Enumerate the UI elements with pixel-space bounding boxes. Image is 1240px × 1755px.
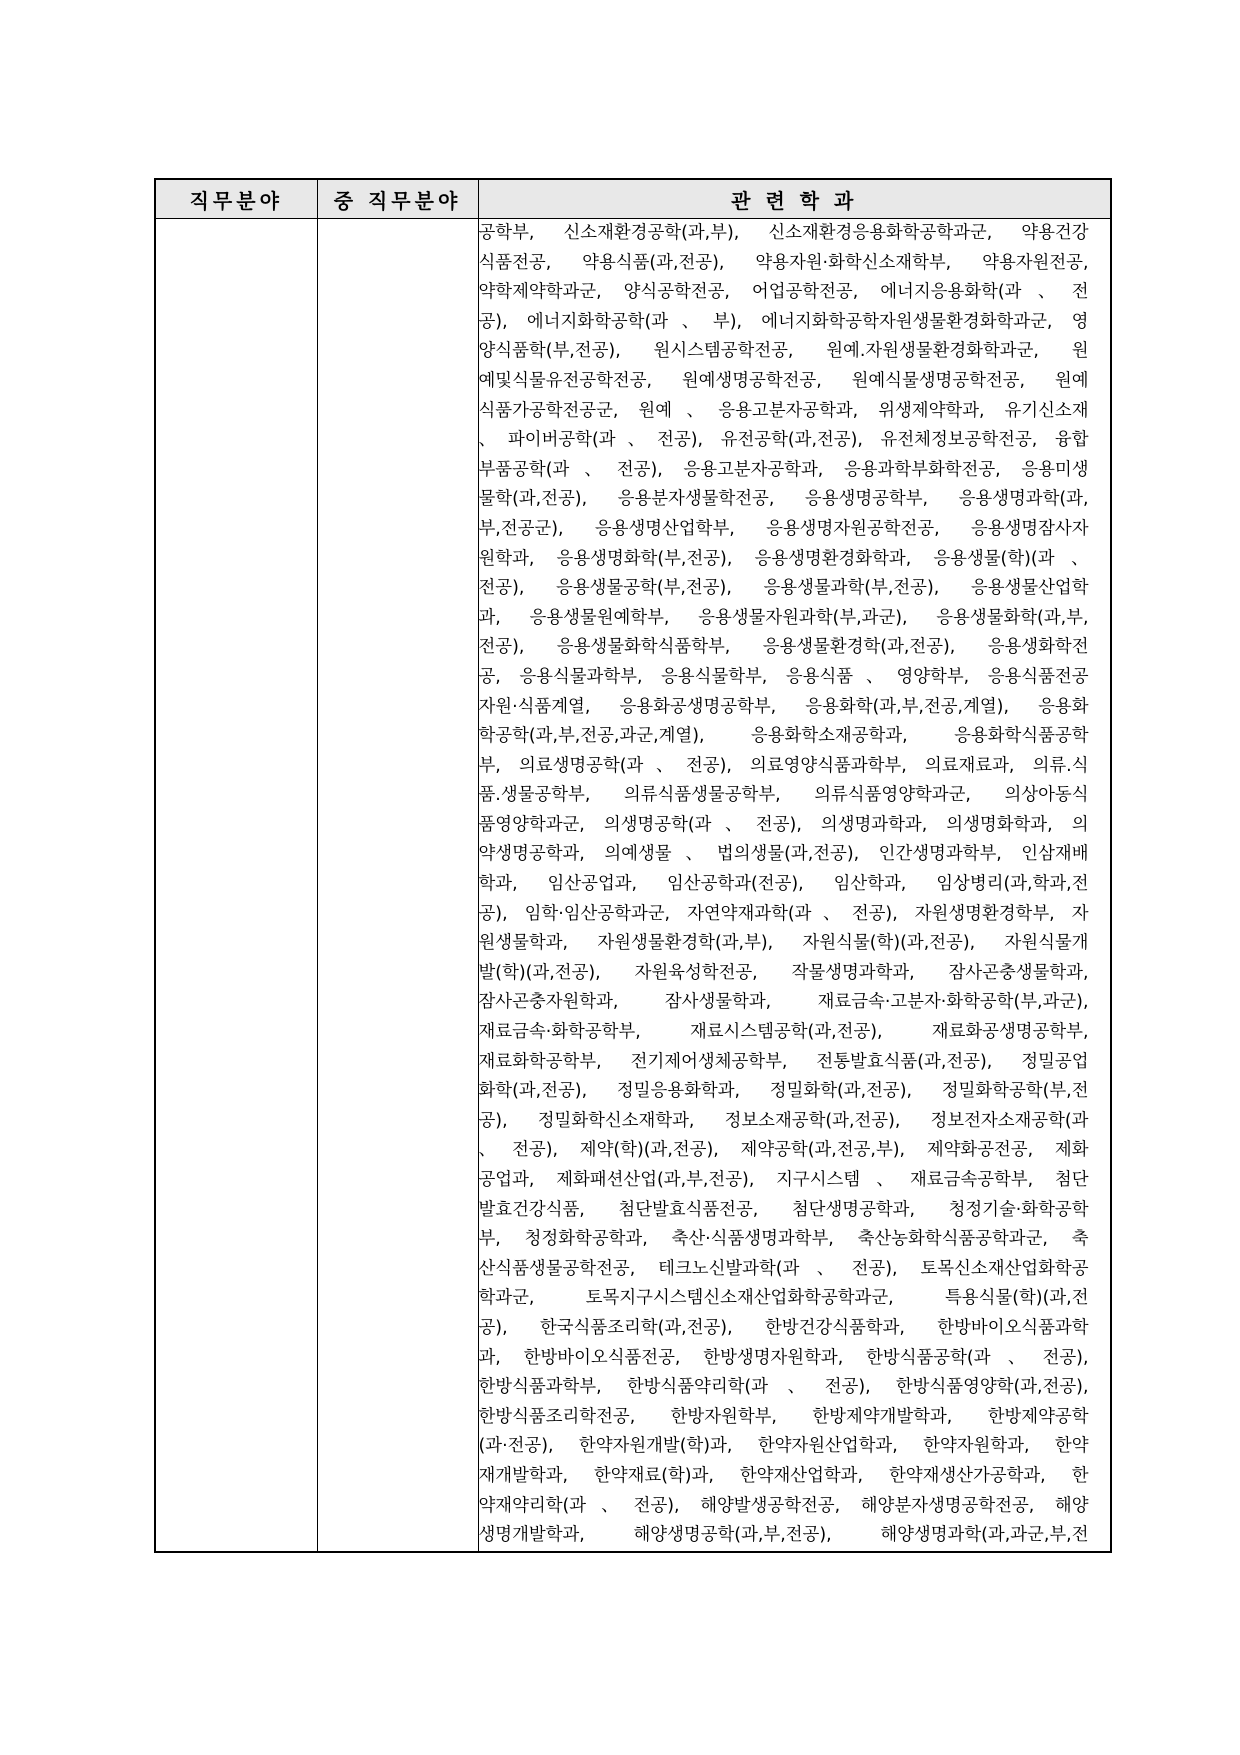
department-line: 품.생물공학부, 의류식품생물공학부, 의류식품영양학과군, 의상아동식 <box>478 785 1089 806</box>
department-line: 한방식품과학부, 한방식품약리학(과、전공), 한방식품영양학(과,전공), <box>478 1377 1089 1398</box>
department-line: 、전공), 제약(학)(과,전공), 제약공학(과,전공,부), 제약화공전공, 제화 <box>478 1140 1089 1161</box>
department-line: 식품전공, 약용식품(과,전공), 약용자원·화학신소재학부, 약용자원전공, <box>478 252 1089 273</box>
department-line: 공), 에너지화학공학(과、부), 에너지화학공학자원생물환경화학과군, 영 <box>478 311 1089 332</box>
department-line: 학과, 임산공업과, 임산공학과(전공), 임산학과, 임상병리(과,학과,전 <box>478 874 1089 895</box>
header-sub-job-field: 중 직무분야 <box>317 179 478 219</box>
department-line: 학과군, 토목지구시스템신소재산업화학공학과군, 특용식물(학)(과,전 <box>478 1288 1089 1309</box>
job-field-cell <box>155 219 317 1552</box>
department-line: 공업과, 제화패션산업(과,부,전공), 지구시스템、재료금속공학부, 첨단 <box>478 1170 1089 1190</box>
department-line: 발효건강식품, 첨단발효식품전공, 첨단생명공학과, 청정기술·화학공학 <box>478 1199 1089 1220</box>
department-line: 원생물학과, 자원생물환경학(과,부), 자원식물(학)(과,전공), 자원식물개 <box>478 933 1089 954</box>
department-line: 원학과, 응용생명화학(부,전공), 응용생명환경화학과, 응용생물(학)(과、 <box>478 548 1089 569</box>
department-line: 부,전공군), 응용생명산업학부, 응용생명자원공학전공, 응용생명잠사자 <box>478 518 1089 539</box>
related-departments-cell <box>478 219 1111 1552</box>
department-line: 자원·식품계열, 응용화공생명공학부, 응용화학(과,부,전공,계열), 응용화 <box>478 696 1089 717</box>
department-line: 식품가공학전공군, 원예、응용고분자공학과, 위생제약학과, 유기신소재 <box>478 400 1089 421</box>
table-row <box>155 219 1111 1552</box>
department-line: 화학(과,전공), 정밀응용화학과, 정밀화학(과,전공), 정밀화학공학(부,전 <box>478 1081 1089 1102</box>
department-line: 부, 의료생명공학(과、전공), 의료영양식품과학부, 의료재료과, 의류.식 <box>478 755 1089 776</box>
header-job-field: 직무분야 <box>155 179 317 219</box>
header-related-departments: 관 련 학 과 <box>478 179 1111 219</box>
department-line: 공, 응용식물과학부, 응용식물학부, 응용식품、영양학부, 응용식품전공 <box>478 666 1089 687</box>
table-header-row <box>155 179 1111 219</box>
department-line: 학공학(과,부,전공,과군,계열), 응용화학소재공학과, 응용화학식품공학 <box>478 726 1089 747</box>
department-line: 품영양학과군, 의생명공학(과、전공), 의생명과학과, 의생명화학과, 의 <box>478 814 1089 835</box>
department-line: 잠사곤충자원학과, 잠사생물학과, 재료금속·고분자·화학공학(부,과군), <box>478 992 1089 1013</box>
department-line: 산식품생물공학전공, 테크노신발과학(과、전공), 토목신소재산업화학공 <box>478 1258 1089 1279</box>
department-line: 재료화학공학부, 전기제어생체공학부, 전통발효식품(과,전공), 정밀공업 <box>478 1051 1089 1072</box>
department-list <box>479 219 1111 1551</box>
department-line: 생명개발학과, 해양생명공학(과,부,전공), 해양생명과학(과,과군,부,전 <box>478 1525 1089 1546</box>
department-line: 재료금속·화학공학부, 재료시스템공학(과,전공), 재료화공생명공학부, <box>478 1022 1089 1043</box>
department-line: 재개발학과, 한약재료(학)과, 한약재산업학과, 한약재생산가공학과, 한 <box>478 1465 1089 1486</box>
department-line: 、파이버공학(과、전공), 유전공학(과,전공), 유전체정보공학전공, 융합 <box>478 430 1089 451</box>
department-line: 한방식품조리학전공, 한방자원학부, 한방제약개발학과, 한방제약공학 <box>478 1406 1089 1427</box>
department-line: 공), 정밀화학신소재학과, 정보소재공학(과,전공), 정보전자소재공학(과 <box>478 1110 1089 1131</box>
department-line: 물학(과,전공), 응용분자생물학전공, 응용생명공학부, 응용생명과학(과, <box>478 489 1089 510</box>
department-line: 약생명공학과, 의예생물、법의생물(과,전공), 인간생명과학부, 인삼재배 <box>478 844 1089 865</box>
department-line: 발(학)(과,전공), 자원육성학전공, 작물생명과학과, 잠사곤충생물학과, <box>478 962 1089 983</box>
department-line: 과, 응용생물원예학부, 응용생물자원과학(부,과군), 응용생물화학(과,부, <box>478 607 1089 628</box>
department-line: 과, 한방바이오식품전공, 한방생명자원학과, 한방식품공학(과、전공), <box>478 1347 1089 1368</box>
department-line: (과·전공), 한약자원개발(학)과, 한약자원산업학과, 한약자원학과, 한약 <box>478 1436 1089 1457</box>
department-table <box>154 178 1112 1553</box>
department-line: 부품공학(과、전공), 응용고분자공학과, 응용과학부화학전공, 응용미생 <box>478 459 1089 480</box>
department-line: 전공), 응용생물공학(부,전공), 응용생물과학(부,전공), 응용생물산업학 <box>478 578 1089 599</box>
department-line: 전공), 응용생물화학식품학부, 응용생물환경학(과,전공), 응용생화학전 <box>478 637 1089 658</box>
department-line: 공학부, 신소재환경공학(과,부), 신소재환경응용화학공학과군, 약용건강 <box>478 223 1089 243</box>
department-line: 공), 한국식품조리학(과,전공), 한방건강식품학과, 한방바이오식품과학 <box>478 1317 1089 1338</box>
department-line: 양식품학(부,전공), 원시스템공학전공, 원예.자원생물환경화학과군, 원 <box>478 341 1089 362</box>
sub-job-field-cell <box>317 219 478 1552</box>
department-line: 부, 청정화학공학과, 축산·식품생명과학부, 축산농화학식품공학과군, 축 <box>478 1229 1089 1250</box>
department-line: 공), 임학·임산공학과군, 자연약재과학(과、전공), 자원생명환경학부, 자 <box>478 903 1089 924</box>
department-line: 예및식물유전공학전공, 원예생명공학전공, 원예식물생명공학전공, 원예 <box>478 370 1089 391</box>
department-line: 약학제약학과군, 양식공학전공, 어업공학전공, 에너지응용화학(과、전 <box>478 282 1089 303</box>
department-line: 약재약리학(과、전공), 해양발생공학전공, 해양분자생명공학전공, 해양 <box>478 1495 1089 1516</box>
